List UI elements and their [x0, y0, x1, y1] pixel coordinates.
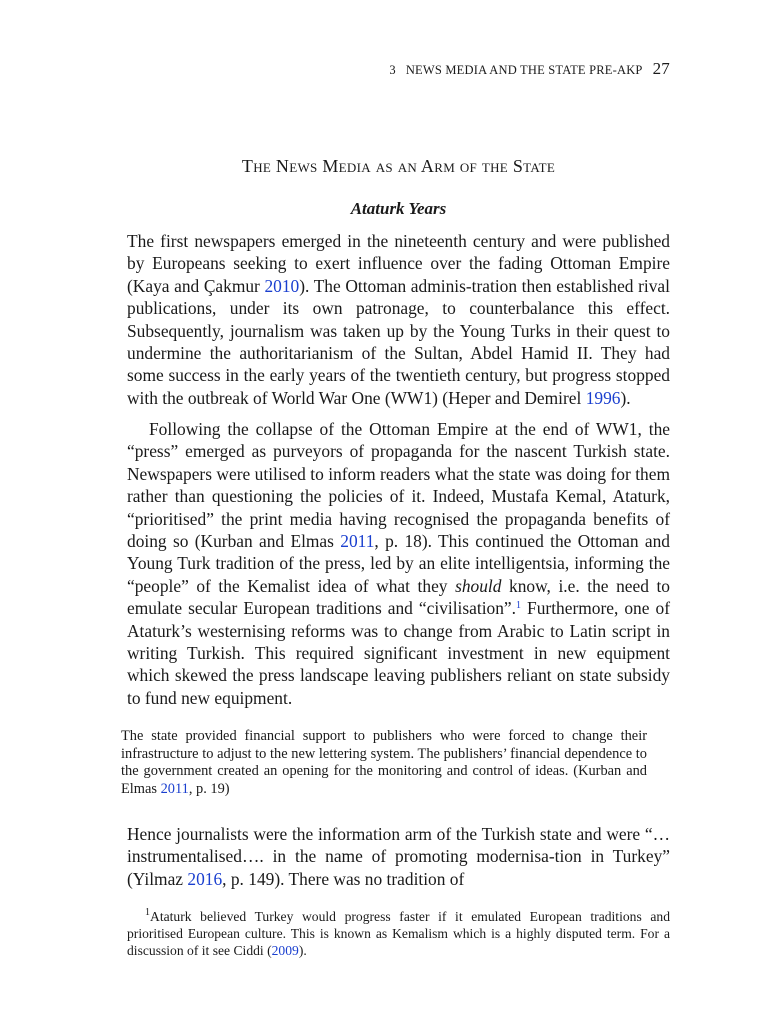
block-quote	[121, 728, 670, 798]
paragraph-2	[127, 418, 670, 709]
footnote-mark: 1	[145, 907, 150, 918]
paragraph-1-text-a: The first newspapers emerged in the nineteenth century and were published by Europeans seeking to exert influence over the fading Ottoman Empire (Kaya and Çakmur	[127, 231, 670, 296]
block-quote-text	[121, 728, 647, 798]
paragraph-3-text-b: , p. 149). There was no tradition of	[222, 868, 465, 889]
section-title: The News Media as an Arm of the State	[241, 156, 556, 176]
paragraph-1	[127, 230, 670, 409]
emphasis-should: should	[455, 575, 502, 596]
citation-link-kaya-cakmur-2010[interactable]: 2010	[264, 275, 300, 296]
paragraph-2-text-b: , p. 18). This continued the Ottoman and Young Turk tradition of the press, led by an elite intelligentsia, informing the “people” of the Kemalist idea of what they	[127, 531, 671, 596]
block-quote-text-a: The state provided financial support to publishers who were forced to change their infrastructure to adjust to the new lettering system. The publishers’ financial dependence to the government created an opening for the monitoring and control of ideas. (Kurban and Elmas	[121, 728, 647, 797]
citation-link-ciddi-2009[interactable]: 2009	[271, 943, 299, 958]
citation-link-heper-demirel-1996[interactable]: 1996	[585, 387, 621, 408]
page-number: 27	[652, 59, 670, 78]
citation-link-kurban-elmas-2011[interactable]: 2011	[340, 531, 375, 552]
paragraph-3-text-a: Hence journalists were the information arm of the Turkish state and were “…instrumentalised…. in the name of promoting modernisa-tion in Turkey” (Yilmaz	[127, 824, 670, 889]
footnote-text	[127, 908, 670, 959]
subsection-title: Ataturk Years	[350, 199, 447, 218]
block-quote-text-b: , p. 19)	[188, 780, 230, 797]
running-head	[389, 59, 670, 79]
footnote-text-a: Ataturk believed Turkey would progress faster if it emulated European traditions and prioritised European culture. This is known as Kemalism which is a highly disputed term. For a discussion of it see Ciddi (	[127, 909, 670, 958]
paragraph-3	[127, 823, 670, 890]
paragraph-2-text-a: Following the collapse of the Ottoman Empire at the end of WW1, the “press” emerged as purveyors of propaganda for the nascent Turkish state. Newspapers were utilised to inform readers what the state was doing for them rather than questioning the policies of it. Indeed, Mustafa Kemal, Ataturk, “prioritised” the print media having recognised the propaganda benefits of doing so (Kurban and Elmas	[127, 419, 670, 552]
footnote-reference-1[interactable]: 1	[516, 600, 521, 612]
paragraph-2-text-d: Furthermore, one of Ataturk’s westernising reforms was to change from Arabic to Latin script in writing Turkish. This required significant investment in new equipment which skewed the press landscape leaving publishers reliant on state subsidy to fund new equipment.	[127, 598, 670, 708]
footnote-1	[127, 908, 670, 959]
citation-link-kurban-elmas-2011-quote[interactable]: 2011	[160, 780, 189, 797]
paragraph-2-text-c: know, i.e. the need to emulate secular European traditions and “civilisation”.	[127, 575, 671, 619]
citation-link-yilmaz-2016[interactable]: 2016	[187, 868, 223, 889]
paragraph-1-text-c: ).	[620, 387, 631, 408]
running-head-title: 3 NEWS MEDIA AND THE STATE PRE-AKP	[389, 63, 643, 77]
paragraph-1-text-b: ). The Ottoman adminis-tration then established rival publications, under its own patronage, to counterbalance this effect. Subsequently, journalism was taken up by the Young Turks in their quest to undermine the authoritarianism of the Sultan, Abdel Hamid II. They had some success in the early years of the twentieth century, but progress stopped with the outbreak of World War One (WW1) (Heper and Demirel	[127, 275, 670, 408]
footnote-text-b: ).	[298, 943, 307, 958]
